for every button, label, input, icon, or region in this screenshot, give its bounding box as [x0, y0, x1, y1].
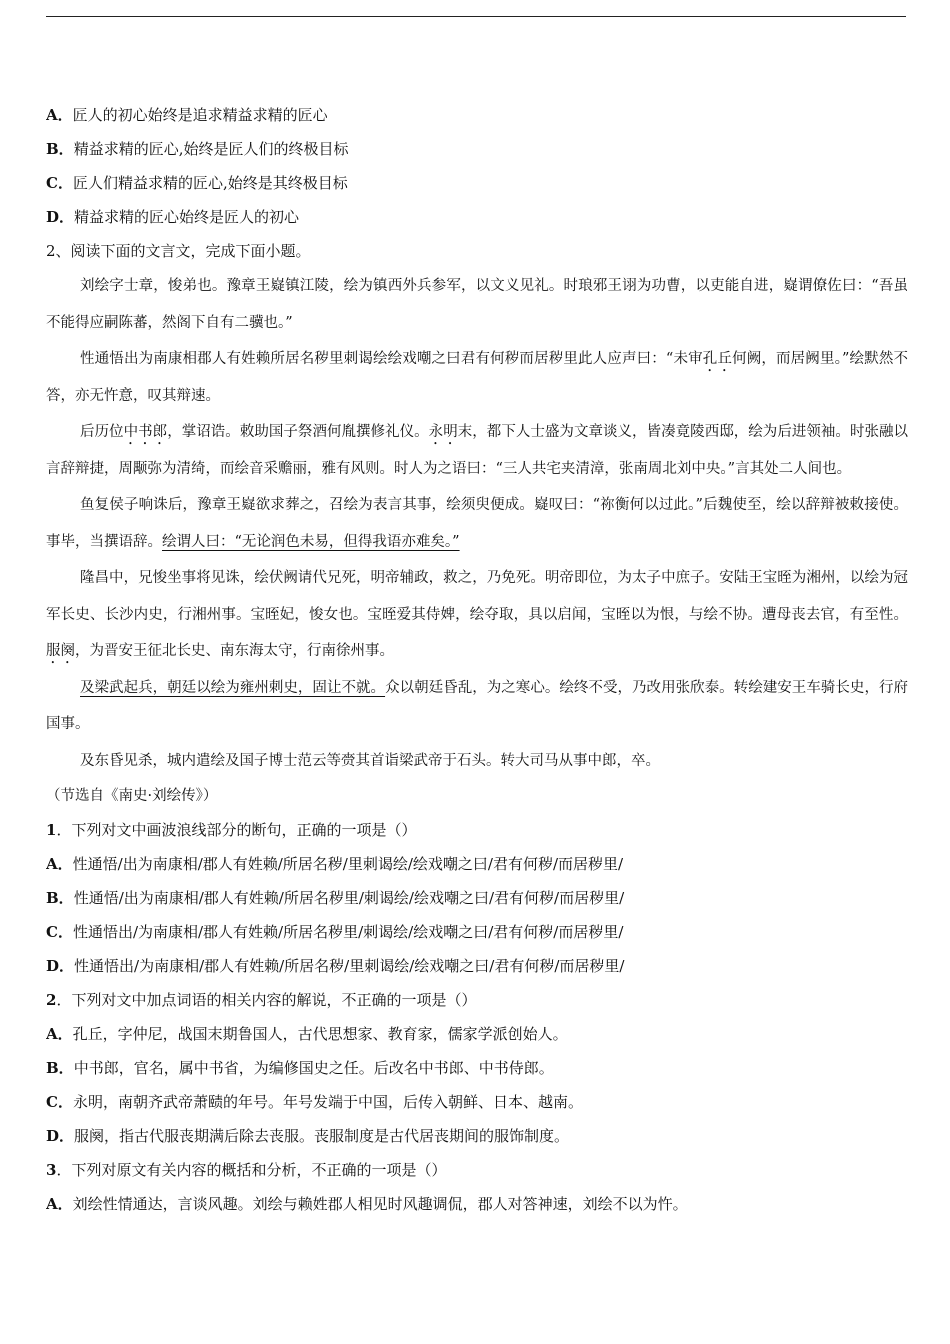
q1-option-a: A．性通悟/出为南康相/郡人有姓赖/所居名秽/里刺谒绘/绘戏嘲之曰/君有何秽/而居秽里/: [46, 855, 624, 873]
top-rule: [46, 16, 906, 17]
q1-option-c: C．性通悟出/为南康相/郡人有姓赖/所居名秽里/刺谒绘/绘戏嘲之曰/君有何秽/而居秽里/: [46, 923, 624, 941]
classical-passage: [46, 268, 908, 779]
prev-option-d: D．精益求精的匠心始终是匠人的初心: [46, 208, 300, 226]
passage-paragraph-3: 后历位中书郎，掌诏诰。敕助国子祭酒何胤撰修礼仪。永明末，都下人士盛为文章谈义，皆凑竟陵西邸，绘为后进领袖。时张融以言辞辩捷，周颙弥为清绮，而绘音采赡丽，雅有风则。时人为之语曰：“三人共宅夹清漳，张南周北刘中央。”言其处二人间也。: [46, 424, 909, 477]
passage-paragraph-2: 性通悟出为南康相郡人有姓赖所居名秽里刺谒绘绘戏嘲之曰君有何秽而居秽里此人应声曰：“未审孔丘何阙，而居阙里。”绘默然不答，亦无忤意，叹其辩速。: [46, 351, 908, 404]
prev-option-a: A．匠人的初心始终是追求精益求精的匠心: [46, 106, 328, 124]
q2-option-a: A．孔丘，字仲尼，战国末期鲁国人，古代思想家、教育家，儒家学派创始人。: [46, 1025, 568, 1043]
q2-option-c: C．永明，南朝齐武帝萧赜的年号。年号发端于中国，后传入朝鲜、日本、越南。: [46, 1093, 583, 1111]
q1-stem: 1．下列对文中画波浪线部分的断句，正确的一项是（）: [46, 821, 417, 839]
q1-option-d: D．性通悟出/为南康相/郡人有姓赖/所居名秽/里刺谒绘/绘戏嘲之曰/君有何秽/而居秽里/: [46, 957, 625, 975]
underlined-sentence-1: 绘谓人曰：“无论润色未易，但得我语亦难矣。”: [162, 533, 460, 550]
prev-option-c: C．匠人们精益求精的匠心,始终是其终极目标: [46, 174, 348, 192]
q3-stem: 3．下列对原文有关内容的概括和分析，不正确的一项是（）: [46, 1161, 447, 1179]
q2-option-d: D．服阕，指古代服丧期满后除去丧服。丧服制度是古代居丧期间的服饰制度。: [46, 1127, 570, 1145]
document-body: [46, 98, 908, 1221]
q2-stem: 2．下列对文中加点词语的相关内容的解说，不正确的一项是（）: [46, 991, 477, 1009]
prev-option-b: B．精益求精的匠心,始终是匠人们的终极目标: [46, 140, 349, 158]
dotted-term-yongming: 永明: [428, 424, 458, 440]
dotted-term-fuque: 服阕: [46, 643, 75, 659]
passage-source: （节选自《南史·刘绘传》）: [46, 788, 218, 804]
q3-option-a: A．刘绘性情通达，言谈风趣。刘绘与赖姓郡人相见时风趣调侃，郡人对答神速，刘绘不以为忤。: [46, 1195, 688, 1213]
question-2-intro: 2、阅读下面的文言文，完成下面小题。: [46, 242, 311, 260]
passage-paragraph-6: 及梁武起兵，朝廷以绘为雍州刺史，固让不就。众以朝廷昏乱，为之寒心。绘终不受，乃改用张欣泰。转绘建安王车骑长史，行府国事。: [46, 679, 908, 732]
passage-paragraph-1: 刘绘字士章，悛弟也。豫章王嶷镇江陵，绘为镇西外兵参军，以文义见礼。时琅邪王诩为功曹，以吏能自进，嶷谓僚佐曰：“吾虽不能得应嗣陈蕃，然阁下自有二骥也。”: [46, 278, 908, 331]
passage-paragraph-5: 隆昌中，兄悛坐事将见诛，绘伏阙请代兄死，明帝辅政，救之，乃免死。明帝即位，为太子中庶子。安陆王宝晊为湘州，以绘为冠军长史、长沙内史，行湘州事。宝晊妃，悛女也。宝晊爱其侍婢，绘夺取，具以启闻，宝晊以为恨，与绘不协。遭母丧去官，有至性。服阕，为晋安王征北长史、南东海太守，行南徐州事。: [46, 570, 908, 659]
dotted-term-zhongshulang: 中书郎: [123, 424, 168, 440]
passage-paragraph-7: 及东昏见杀，城内遣绘及国子博士范云等赍其首诣梁武帝于石头。转大司马从事中郎，卒。: [80, 752, 660, 769]
q1-option-b: B．性通悟/出为南康相/郡人有姓赖/所居名秽里/刺谒绘/绘戏嘲之曰/君有何秽/而居秽里/: [46, 889, 625, 907]
underlined-sentence-2: 及梁武起兵，朝廷以绘为雍州刺史，固让不就。: [80, 679, 386, 696]
passage-paragraph-4: 鱼复侯子响诛后，豫章王嶷欲求葬之，召绘为表言其事，绘须臾便成。嶷叹曰：“祢衡何以过此。”后魏使至，绘以辞辩被敕接使。事毕，当撰语辞。绘谓人曰：“无论润色未易，但得我语亦难矣。”: [46, 497, 908, 550]
dotted-term-kongqiu: 孔丘: [702, 351, 733, 367]
q2-option-b: B．中书郎，官名，属中书省，为编修国史之任。后改名中书郎、中书侍郎。: [46, 1059, 554, 1077]
